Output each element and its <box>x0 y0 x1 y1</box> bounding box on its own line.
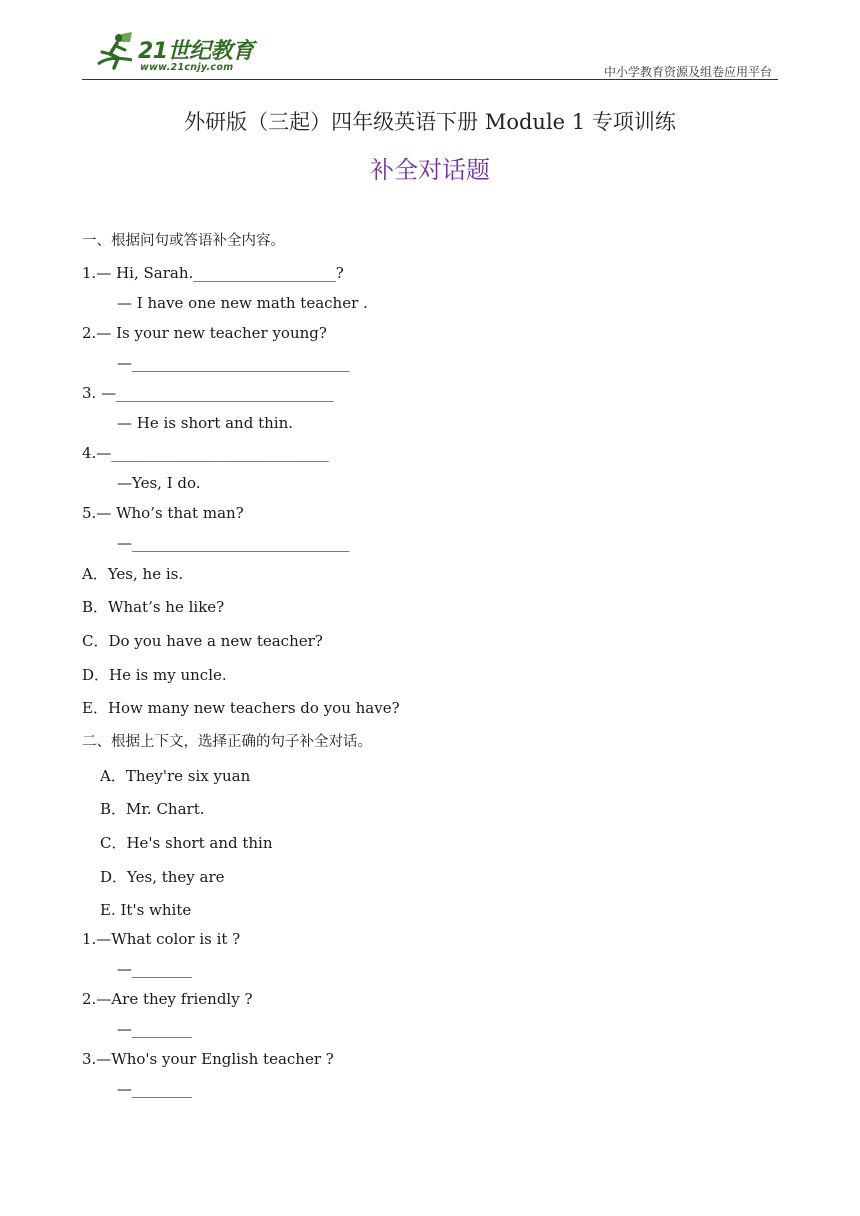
s2-option-d: D．Yes, they are <box>100 868 225 886</box>
logo-text: 21世纪教育 <box>138 39 254 64</box>
page-header <box>82 30 778 80</box>
s2-q2-line: 2.—Are they friendly ? <box>82 990 253 1008</box>
platform-text: 中小学教育资源及组卷应用平台 <box>603 65 772 79</box>
s1-option-d: D．He is my uncle. <box>82 666 227 684</box>
s2-option-c: C．He's short and thin <box>100 834 273 852</box>
s1-option-a: A．Yes, he is. <box>82 565 184 583</box>
section2-heading: 二、根据上下文，选择正确的句子补全对话。 <box>82 734 372 750</box>
logo <box>92 30 262 78</box>
s1-option-e: E．How many new teachers do you have? <box>82 699 400 717</box>
s1-q1-answer: — I have one new math teacher . <box>117 294 368 312</box>
s2-option-a: A．They're six yuan <box>100 767 251 785</box>
s1-option-c: C．Do you have a new teacher? <box>82 632 323 650</box>
s2-option-e: E. It's white <box>100 901 192 919</box>
header-divider <box>82 79 778 80</box>
s1-q3-line: 3. —_____________________________ <box>82 384 334 402</box>
logo-url: www.21cnjy.com <box>140 62 234 73</box>
s2-q3-line: 3.—Who's your English teacher ? <box>82 1050 334 1068</box>
s1-q1-line: 1.— Hi, Sarah.___________________? <box>82 264 344 282</box>
s2-q2-answer: —________ <box>117 1020 192 1038</box>
s1-q2-answer: —_____________________________ <box>117 354 350 372</box>
s2-q1-answer: —________ <box>117 960 192 978</box>
s2-option-b: B．Mr. Chart. <box>100 800 205 818</box>
runner-icon <box>92 30 138 76</box>
s1-q5-answer: —_____________________________ <box>117 534 350 552</box>
s2-q1-line: 1.—What color is it ? <box>82 930 241 948</box>
s1-q4-line: 4.—_____________________________ <box>82 444 329 462</box>
s1-option-b: B．What’s he like? <box>82 598 225 616</box>
page-subtitle: 补全对话题 <box>370 156 490 184</box>
s1-q3-answer: — He is short and thin. <box>117 414 294 432</box>
section1-heading: 一、根据问句或答语补全内容。 <box>82 233 285 249</box>
s1-q4-answer: —Yes, I do. <box>117 474 201 492</box>
page-title: 外研版（三起）四年级英语下册 Module 1 专项训练 <box>184 110 676 134</box>
s1-q5-line: 5.— Who’s that man? <box>82 504 244 522</box>
s2-q3-answer: —________ <box>117 1080 192 1098</box>
s1-q2-line: 2.— Is your new teacher young? <box>82 324 327 342</box>
